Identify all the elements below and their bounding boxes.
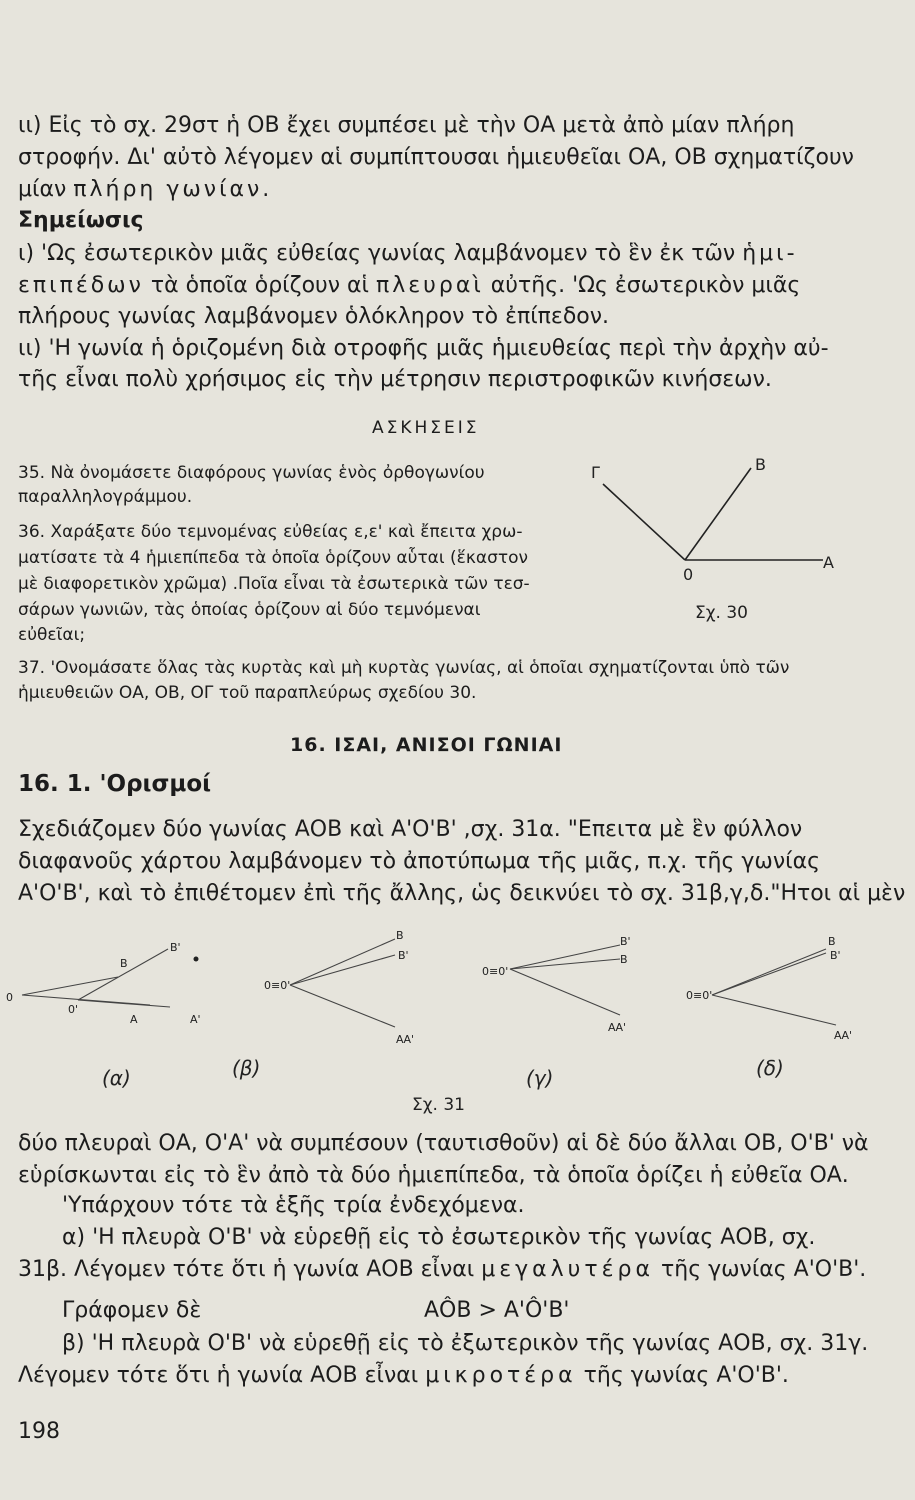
- label-b: Β: [755, 455, 766, 474]
- spaced-term: επιπέδων: [18, 273, 144, 298]
- subheading: 16. 1. 'Ορισμοί: [18, 771, 212, 797]
- text-line: Γράφομεν δὲ: [62, 1298, 202, 1323]
- exercises-title: ΑΣΚΗΣΕΙΣ: [372, 418, 480, 438]
- ray-oa: [290, 985, 395, 1027]
- text-fragment: 31β. Λέγομεν τότε ὅτι ἡ γωνία ΑΟΒ εἶναι: [18, 1257, 475, 1282]
- text-line: [18, 272, 800, 300]
- text-fragment: τῆς γωνίας Α'Ο'Β'.: [583, 1363, 789, 1388]
- label-b: Β: [396, 929, 404, 942]
- exercise-36-cont: εὐθεῖαι;: [18, 625, 86, 645]
- label-aa: ΑΑ': [834, 1029, 853, 1042]
- label-b1: Β': [398, 949, 409, 962]
- exercise-36-cont: ματίσατε τὰ 4 ἡμιεπίπεδα τὰ ὁποῖα ὁρίζουν αὗται (ἕκαστον: [18, 548, 528, 568]
- ray-o1b1: [290, 955, 395, 985]
- ray-o1b1: [510, 945, 620, 969]
- figure-30: [585, 440, 865, 640]
- exercise-36-cont: μὲ διαφορετικὸν χρῶμα) .Ποῖα εἶναι τὰ ἐσωτερικὰ τῶν τεσ-: [18, 574, 530, 594]
- label-b: Β: [120, 957, 128, 970]
- figure-31: [0, 925, 915, 1115]
- inequality: ΑÔΒ > Α'Ô'Β': [424, 1298, 570, 1323]
- label-b1: Β': [620, 935, 631, 948]
- exercise-35: 35. Νὰ ὀνομάσετε διαφόρους γωνίας ἑνὸς ὀρθογωνίου: [18, 463, 485, 483]
- label-aa: ΑΑ': [396, 1033, 415, 1046]
- label-b: Β: [620, 953, 628, 966]
- exercise-36: 36. Χαράξατε δύο τεμνομένας εὐθείας ε,ε' καὶ ἔπειτα χρω-: [18, 522, 523, 542]
- text-line: εὑρίσκωνται εἰς τὸ ἓν ἀπὸ τὰ δύο ἡμιεπίπεδα, τὰ ὁποῖα ὁρίζει ἡ εὐθεῖα ΟΑ.: [18, 1163, 849, 1188]
- text-fragment: μίαν: [18, 177, 67, 202]
- text-line: ιι) 'Η γωνία ἡ ὁριζομένη διὰ οτροφῆς μιᾶς ἡμιευθείας περὶ τὴν ἀρχὴν αὐ-: [18, 336, 829, 361]
- text-line: Σχεδιάζομεν δύο γωνίας ΑΟΒ καὶ Α'Ο'Β' ,σχ. 31α. "Επειτα μὲ ἓν φύλλον: [18, 817, 803, 842]
- figure-31a: [6, 941, 201, 1090]
- ray-o1a1: [78, 1000, 170, 1007]
- text-fragment: Λέγομεν τότε ὅτι ἡ γωνία ΑΟΒ εἶναι: [18, 1363, 419, 1388]
- text-fragment: ι) 'Ως ἐσωτερικὸν μιᾶς εὐθείας γωνίας λαμβάνομεν τὸ ἓν ἐκ τῶν: [18, 241, 736, 266]
- text-line: πλήρους γωνίας λαμβάνομεν ὁλόκληρον τὸ ἐπίπεδον.: [18, 304, 610, 329]
- label-b1: Β': [830, 949, 841, 962]
- label-oo: 0≡0': [686, 989, 713, 1002]
- subfigure-label: (β): [232, 1056, 261, 1080]
- mark-dot: [194, 957, 199, 962]
- ray-ob: [510, 959, 620, 969]
- label-oo: 0≡0': [264, 979, 291, 992]
- label-b1: Β': [170, 941, 181, 954]
- notes-heading: Σημείωσις: [18, 208, 144, 233]
- figure-caption: Σχ. 30: [695, 603, 749, 623]
- text-line: τῆς εἶναι πολὺ χρήσιμος εἰς τὴν μέτρησιν περιστροφικῶν κινήσεων.: [18, 367, 772, 392]
- text-line: β) 'Η πλευρὰ Ο'Β' νὰ εὑρεθῇ εἰς τὸ ἐξωτερικὸν τῆς γωνίας ΑΟΒ, σχ. 31γ.: [62, 1331, 869, 1356]
- page-number: 198: [18, 1419, 60, 1444]
- ray-o1b1: [712, 953, 826, 995]
- figure-caption: Σχ. 31: [412, 1095, 466, 1115]
- ray-ob: [712, 949, 826, 995]
- text-line: στροφήν. Δι' αὐτὸ λέγομεν αἱ συμπίπτουσαι ἡμιευθεῖαι ΟΑ, ΟΒ σχηματίζουν: [18, 145, 854, 170]
- label-a: Α: [130, 1013, 138, 1026]
- label-a1: Α': [190, 1013, 201, 1026]
- text-line: ιι) Εἰς τὸ σχ. 29στ ἡ ΟΒ ἔχει συμπέσει μὲ τὴν ΟΑ μετὰ ἀπὸ μίαν πλήρη: [18, 113, 795, 138]
- subfigure-label: (γ): [526, 1066, 554, 1090]
- exercise-36-cont: σάρων γωνιῶν, τὰς ὁποίας ὁρίζουν αἱ δύο τεμνόμεναι: [18, 600, 481, 620]
- text-line: [18, 176, 272, 204]
- text-line: Α'Ο'Β', καὶ τὸ ἐπιθέτομεν ἐπὶ τῆς ἄλλης, ὡς δεικνύει τὸ σχ. 31β,γ,δ."Ητοι αἱ μὲν: [18, 881, 906, 906]
- exercise-37: 37. 'Ονομάσατε ὅλας τὰς κυρτὰς καὶ μὴ κυρτὰς γωνίας, αἱ ὁποῖαι σχηματίζονται ὑπὸ τῶν: [18, 658, 790, 678]
- label-b: Β: [828, 935, 836, 948]
- text-line: [18, 240, 798, 268]
- text-line: [18, 1256, 866, 1284]
- subfigure-label: (δ): [756, 1056, 784, 1080]
- ray-oa: [712, 995, 836, 1025]
- text-line: διαφανοῦς χάρτου λαμβάνομεν τὸ ἀποτύπωμα τῆς μιᾶς, π.χ. τῆς γωνίας: [18, 849, 820, 874]
- text-fragment: τῆς γωνίας Α'Ο'Β'.: [661, 1257, 867, 1282]
- text-line: [18, 1362, 789, 1390]
- spaced-term: μικροτέρα: [425, 1363, 577, 1388]
- ray-og: [603, 484, 685, 560]
- label-o: 0: [6, 991, 13, 1004]
- text-line: δύο πλευραὶ ΟΑ, Ο'Α' νὰ συμπέσουν (ταυτισθοῦν) αἱ δὲ δύο ἄλλαι ΟΒ, Ο'Β' νὰ: [18, 1131, 869, 1156]
- label-a: Α: [823, 553, 834, 572]
- section-title: 16. ΙΣΑΙ, ΑΝΙΣΟΙ ΓΩΝΙΑΙ: [290, 734, 563, 756]
- figure-31c: [482, 935, 631, 1090]
- text-line: α) 'Η πλευρὰ Ο'Β' νὰ εὑρεθῇ εἰς τὸ ἐσωτερικὸν τῆς γωνίας ΑΟΒ, σχ.: [62, 1225, 816, 1250]
- text-fragment: τὰ ὁποῖα ὁρίζουν αἱ: [150, 273, 369, 298]
- spaced-term: μεγαλυτέρα: [481, 1257, 654, 1282]
- ray-ob: [290, 939, 395, 985]
- figure-31d: [686, 935, 852, 1080]
- exercise-35-cont: παραλληλογράμμου.: [18, 487, 193, 507]
- text-line: 'Υπάρχουν τότε τὰ ἑξῆς τρία ἐνδεχόμενα.: [62, 1193, 525, 1218]
- text-fragment: αὐτῆς. 'Ως ἐσωτερικὸν μιᾶς: [490, 273, 801, 298]
- ray-ob: [685, 468, 751, 560]
- spaced-term: ἡμι-: [742, 241, 798, 266]
- exercise-37-cont: ἡμιευθειῶν ΟΑ, ΟΒ, ΟΓ τοῦ παραπλεύρως σχεδίου 30.: [18, 683, 477, 703]
- spaced-term: πλευραὶ: [376, 273, 484, 298]
- label-o1: 0': [68, 1003, 79, 1016]
- label-g: Γ: [591, 463, 600, 482]
- label-o: 0: [683, 565, 694, 584]
- label-oo: 0≡0': [482, 965, 509, 978]
- ray-oa: [510, 969, 620, 1015]
- figure-31b: [232, 929, 414, 1080]
- spaced-term: πλήρη γωνίαν.: [73, 177, 273, 202]
- subfigure-label: (α): [102, 1066, 131, 1090]
- label-aa: ΑΑ': [608, 1021, 627, 1034]
